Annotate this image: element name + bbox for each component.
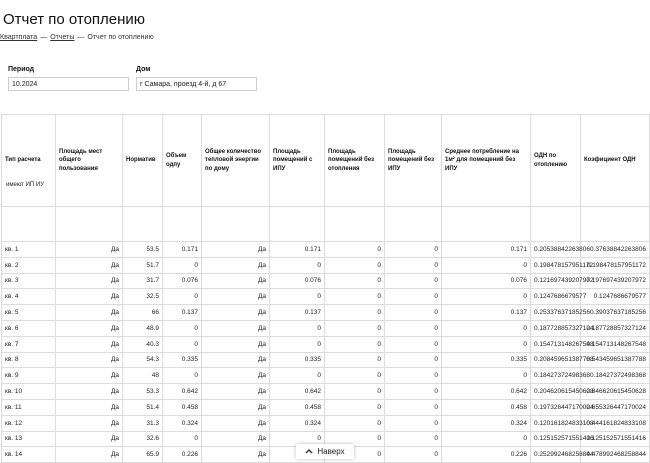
table-cell: Да	[202, 320, 270, 336]
table-cell: 0.335	[270, 352, 325, 368]
table-cell: 0	[325, 257, 385, 273]
house-label: Дом	[136, 66, 151, 73]
table-cell: 66	[123, 305, 163, 321]
table-cell: Да	[202, 447, 270, 463]
column-filter-cell[interactable]	[123, 207, 163, 242]
table-cell: 0.642	[270, 384, 325, 400]
table-cell: 0	[325, 399, 385, 415]
table-cell: 0	[442, 257, 531, 273]
table-row[interactable]	[2, 305, 650, 321]
table-cell: 0	[385, 431, 442, 447]
table-cell: Да	[56, 447, 123, 463]
table-cell: Да	[56, 431, 123, 447]
table-cell: Да	[202, 289, 270, 305]
table-cell: 31.3	[123, 415, 163, 431]
table-cell: 0.458	[163, 399, 202, 415]
table-cell: 0	[385, 447, 442, 463]
col-header-area-with-ipu[interactable]: Площадь помещений с ИПУ	[270, 115, 325, 207]
table-cell: 0.187728857327124	[531, 320, 581, 336]
table-cell: 0	[325, 320, 385, 336]
table-cell: 0.18427372498368	[581, 368, 650, 384]
table-cell: 0.120161824833108	[531, 415, 581, 431]
table-cell: Да	[56, 399, 123, 415]
table-cell: 0.137	[442, 305, 531, 321]
table-cell: Да	[56, 242, 123, 258]
table-cell: 0.324	[270, 415, 325, 431]
table-cell: Да	[56, 320, 123, 336]
table-cell: 0.187728857327124	[581, 320, 650, 336]
table-cell: 0	[385, 305, 442, 321]
col-header-common-area[interactable]: Площадь мест общего пользования	[56, 115, 123, 207]
table-cell: 0	[385, 415, 442, 431]
table-cell: 0	[442, 368, 531, 384]
table-cell: 0.324	[163, 415, 202, 431]
table-cell: 0.478992468258844	[581, 447, 650, 463]
table-cell: 0	[270, 368, 325, 384]
table-cell: 0	[270, 257, 325, 273]
col-header-avg-consumption[interactable]: Среднее потребление на 1м² для помещений без ИПУ	[442, 115, 531, 207]
breadcrumb-link-kvartplata[interactable]: Квартплата	[0, 34, 38, 41]
col-header-total-heat[interactable]: Общее количество тепловой энергии по дому	[202, 115, 270, 207]
table-cell: 32.5	[123, 289, 163, 305]
table-cell: кв. 1	[2, 242, 56, 258]
table-cell: 0	[385, 320, 442, 336]
table-cell: 0	[325, 273, 385, 289]
table-cell: 54.3	[123, 352, 163, 368]
col-header-odn-coef[interactable]: Коэфициент ОДН	[581, 115, 650, 207]
table-cell: 0.197326447170024	[531, 399, 581, 415]
breadcrumb-current: Отчет по отоплению	[87, 34, 154, 41]
breadcrumb-link-reports[interactable]: Отчеты	[50, 34, 75, 41]
table-cell: 0.1247686679577	[581, 289, 650, 305]
table-cell: кв. 7	[2, 336, 56, 352]
table-cell: Да	[56, 289, 123, 305]
table-row[interactable]	[2, 273, 650, 289]
table-cell: кв. 13	[2, 431, 56, 447]
table-cell: 0.543459651387788	[581, 352, 650, 368]
table-cell: Да	[202, 431, 270, 447]
table-cell: 0	[163, 368, 202, 384]
table-cell: 0	[385, 257, 442, 273]
period-label: Период	[8, 66, 35, 73]
table-cell: 0	[325, 336, 385, 352]
table-cell: 0.324	[442, 415, 531, 431]
period-input[interactable]: 10.2024	[8, 77, 129, 91]
table-cell: Да	[202, 257, 270, 273]
table-cell: 0.252992468258844	[531, 447, 581, 463]
column-filter-cell[interactable]	[581, 207, 650, 242]
table-cell: 0.125152571551416	[581, 431, 650, 447]
table-cell: 0.137	[163, 305, 202, 321]
table-cell: 0.076	[270, 273, 325, 289]
column-filter-cell[interactable]	[202, 207, 270, 242]
table-cell: 53.3	[123, 384, 163, 400]
table-cell: 0.125152571551416	[531, 431, 581, 447]
table-cell: кв. 5	[2, 305, 56, 321]
table-cell: 51.4	[123, 399, 163, 415]
table-cell: Да	[56, 273, 123, 289]
table-cell: кв. 6	[2, 320, 56, 336]
table-cell: Да	[56, 257, 123, 273]
table-row[interactable]	[2, 384, 650, 400]
table-cell: Да	[56, 352, 123, 368]
table-cell: 0.444161824833108	[581, 415, 650, 431]
table-cell: 0.37638842263806	[581, 242, 650, 258]
table-cell: 0	[325, 289, 385, 305]
scroll-top-button[interactable]	[296, 444, 354, 459]
table-row[interactable]	[2, 257, 650, 273]
table-cell: кв. 11	[2, 399, 56, 415]
table-cell: 0.18427372498368	[531, 368, 581, 384]
table-cell: 0.198478157951172	[581, 257, 650, 273]
chevron-up-icon	[305, 444, 313, 459]
table-cell: Да	[202, 384, 270, 400]
col-header-calc-type[interactable]: Тип расчета имеют ИП ИУ	[2, 115, 56, 207]
table-cell: 0	[325, 415, 385, 431]
table-cell: 0	[163, 320, 202, 336]
table-cell: кв. 2	[2, 257, 56, 273]
table-cell: 0.642	[163, 384, 202, 400]
table-cell: Да	[202, 305, 270, 321]
column-filter-cell[interactable]	[442, 207, 531, 242]
table-cell: 0	[325, 431, 385, 447]
table-row[interactable]	[2, 352, 650, 368]
column-filter-row	[2, 207, 650, 242]
col-header-area-no-heating[interactable]: Площадь помещений без отопления	[325, 115, 385, 207]
table-cell: 0.458	[442, 399, 531, 415]
house-input[interactable]: г Самара, проезд 4-й, д 67	[136, 77, 257, 91]
table-cell: 48	[123, 368, 163, 384]
table-cell: 0	[385, 368, 442, 384]
table-cell: кв. 8	[2, 352, 56, 368]
table-cell: Да	[202, 242, 270, 258]
table-cell: 0.076	[442, 273, 531, 289]
table-cell: 0.121697439207972	[531, 273, 581, 289]
table-cell: кв. 4	[2, 289, 56, 305]
table-cell: Да	[202, 368, 270, 384]
col-subheader: имеют ИП ИУ	[6, 182, 45, 188]
table-cell: 0.642	[442, 384, 531, 400]
table-cell: 0	[163, 257, 202, 273]
column-filter-cell[interactable]	[270, 207, 325, 242]
table-cell: 51.7	[123, 257, 163, 273]
table-cell: 0.1247686679577	[531, 289, 581, 305]
breadcrumb: Квартплата — Отчеты — Отчет по отоплению	[0, 34, 154, 41]
column-filter-cell[interactable]	[163, 207, 202, 242]
table-cell: 0.171	[163, 242, 202, 258]
table-cell: 0	[385, 273, 442, 289]
table-cell: 0	[163, 431, 202, 447]
column-filter-cell[interactable]	[2, 207, 56, 242]
page-title: Отчет по отоплению	[3, 11, 146, 28]
table-cell: кв. 12	[2, 415, 56, 431]
column-filter-cell[interactable]	[325, 207, 385, 242]
table-cell: 0	[385, 242, 442, 258]
table-cell: 0	[270, 431, 325, 447]
table-cell: 0.25337637185256	[531, 305, 581, 321]
table-cell: 0	[325, 305, 385, 321]
table-cell: 65.9	[123, 447, 163, 463]
table-row[interactable]	[2, 336, 650, 352]
col-header-odpu-volume[interactable]: Объем одпу	[163, 115, 202, 207]
table-cell: 0.458	[270, 399, 325, 415]
table-cell: 32.6	[123, 431, 163, 447]
table-cell: Да	[56, 336, 123, 352]
table-cell: 0.137	[270, 305, 325, 321]
table-cell: кв. 10	[2, 384, 56, 400]
table-cell: 0.076	[163, 273, 202, 289]
table-cell: Да	[56, 384, 123, 400]
table-cell: 0.197697439207972	[581, 273, 650, 289]
table-cell: 0	[163, 336, 202, 352]
column-filter-cell[interactable]	[385, 207, 442, 242]
table-cell: 53.5	[123, 242, 163, 258]
table-cell: 0	[442, 289, 531, 305]
table-cell: 0.154713148267548	[581, 336, 650, 352]
table-cell: 0	[385, 289, 442, 305]
table-cell: 48.9	[123, 320, 163, 336]
table-cell: 0	[325, 352, 385, 368]
table-cell: 0	[270, 320, 325, 336]
table-cell: 0	[385, 399, 442, 415]
table-cell: 0.335	[442, 352, 531, 368]
table-cell: 0	[325, 368, 385, 384]
table-cell: Да	[56, 368, 123, 384]
table-row[interactable]	[2, 399, 650, 415]
table-cell: 0	[385, 384, 442, 400]
col-header-odn-heating[interactable]: ОДН по отоплению	[531, 115, 581, 207]
table-cell: 0	[385, 336, 442, 352]
table-cell: 0.226	[163, 447, 202, 463]
col-header-norm[interactable]: Норматив	[123, 115, 163, 207]
heating-report-table	[1, 114, 650, 463]
scroll-top-label: Наверх	[317, 447, 345, 456]
table-cell: кв. 14	[2, 447, 56, 463]
table-row[interactable]	[2, 368, 650, 384]
table-cell: 0	[442, 336, 531, 352]
table-row[interactable]	[2, 415, 650, 431]
table-cell: 0.226	[442, 447, 531, 463]
table-cell: 0.335	[163, 352, 202, 368]
table-row[interactable]	[2, 320, 650, 336]
table-cell: 0.655326447170024	[581, 399, 650, 415]
table-cell: 0	[325, 447, 385, 463]
table-row[interactable]	[2, 289, 650, 305]
table-cell: 31.7	[123, 273, 163, 289]
table-cell: Да	[202, 415, 270, 431]
table-cell: Да	[202, 273, 270, 289]
table-cell: 0	[163, 289, 202, 305]
column-filter-cell[interactable]	[56, 207, 123, 242]
table-cell: 0	[442, 431, 531, 447]
table-cell: Да	[202, 336, 270, 352]
table-cell: 0.846620615450628	[581, 384, 650, 400]
table-cell: Да	[202, 352, 270, 368]
table-cell: 0	[325, 384, 385, 400]
table-cell: 0	[325, 242, 385, 258]
table-cell: 0	[442, 320, 531, 336]
table-cell: 0.20538842263806	[531, 242, 581, 258]
table-cell: 0	[270, 336, 325, 352]
table-cell: 0	[270, 289, 325, 305]
table-cell: Да	[56, 415, 123, 431]
table-cell: кв. 3	[2, 273, 56, 289]
table-cell: 0.204620615450628	[531, 384, 581, 400]
table-cell: 0.39037637185256	[581, 305, 650, 321]
column-filter-cell[interactable]	[531, 207, 581, 242]
table-cell: 0.198478157951172	[531, 257, 581, 273]
table-cell: Да	[56, 305, 123, 321]
table-cell: 0.171	[442, 242, 531, 258]
col-header-area-no-ipu[interactable]: Площадь помещений без ИПУ	[385, 115, 442, 207]
table-cell: 0.208459651387788	[531, 352, 581, 368]
table-cell: 0.154713148267548	[531, 336, 581, 352]
table-cell: кв. 9	[2, 368, 56, 384]
table-row[interactable]	[2, 242, 650, 258]
table-cell: 0	[385, 352, 442, 368]
table-cell: 0.171	[270, 242, 325, 258]
table-cell: Да	[202, 399, 270, 415]
table-cell: 40.3	[123, 336, 163, 352]
